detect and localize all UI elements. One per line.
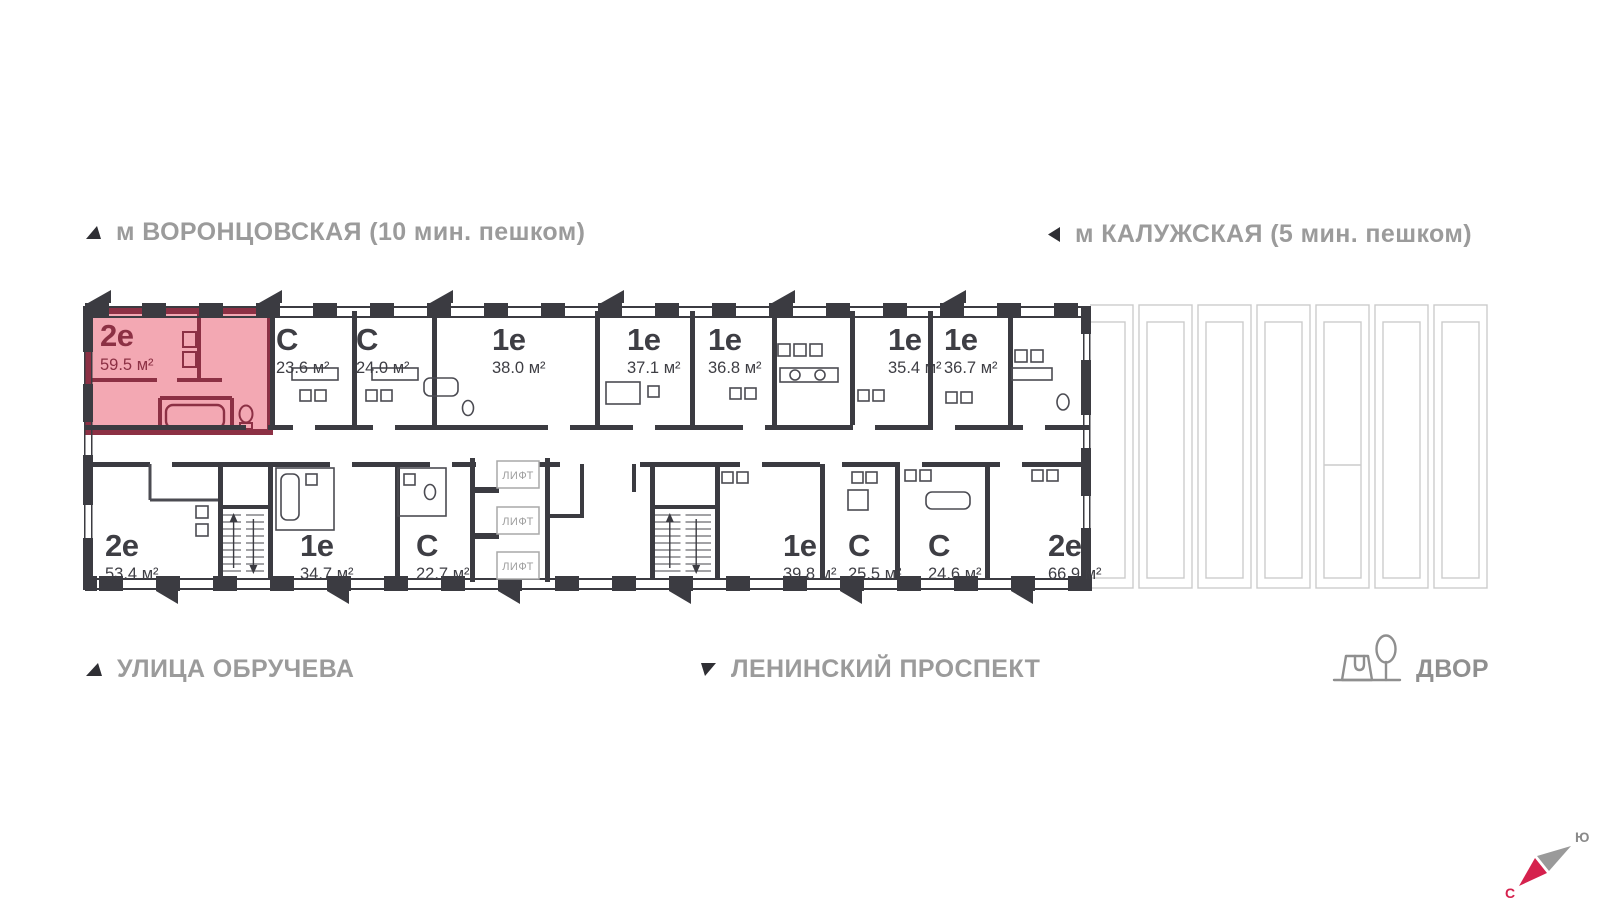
svg-text:С: С — [356, 322, 378, 357]
svg-text:66.9 м²: 66.9 м² — [1048, 565, 1102, 583]
elevator-label: ЛИФТ — [502, 470, 534, 482]
elevator-label: ЛИФТ — [502, 516, 534, 528]
svg-text:34.7 м²: 34.7 м² — [300, 565, 354, 583]
elevator-label: ЛИФТ — [502, 561, 534, 573]
svg-text:2е: 2е — [105, 528, 139, 563]
unit-bottom-6[interactable] — [1048, 528, 1102, 583]
svg-text:39.8 м²: 39.8 м² — [783, 565, 837, 583]
svg-text:С: С — [276, 322, 298, 357]
svg-text:2е: 2е — [100, 318, 134, 353]
svg-text:25.5 м²: 25.5 м² — [848, 565, 902, 583]
svg-text:2е: 2е — [1048, 528, 1082, 563]
metro-right-text: м КАЛУЖСКАЯ (5 мин. пешком) — [1075, 220, 1473, 248]
svg-text:1е: 1е — [300, 528, 334, 563]
avenue-text: ЛЕНИНСКИЙ ПРОСПЕКТ — [731, 655, 1041, 683]
svg-text:24.6 м²: 24.6 м² — [928, 565, 982, 583]
svg-text:36.7 м²: 36.7 м² — [944, 359, 998, 377]
svg-text:С: С — [416, 528, 438, 563]
compass-south-label: Ю — [1575, 829, 1590, 845]
svg-text:С: С — [848, 528, 870, 563]
metro-left-text: м ВОРОНЦОВСКАЯ (10 мин. пешком) — [116, 218, 586, 246]
svg-text:1е: 1е — [888, 322, 922, 357]
svg-text:36.8 м²: 36.8 м² — [708, 359, 762, 377]
svg-text:1е: 1е — [492, 322, 526, 357]
svg-text:22.7 м²: 22.7 м² — [416, 565, 470, 583]
svg-text:1е: 1е — [783, 528, 817, 563]
svg-text:37.1 м²: 37.1 м² — [627, 359, 681, 377]
svg-text:1е: 1е — [627, 322, 661, 357]
svg-text:35.4 м²: 35.4 м² — [888, 359, 942, 377]
svg-text:1е: 1е — [944, 322, 978, 357]
compass-north-label: С — [1505, 885, 1516, 901]
svg-text:59.5 м²: 59.5 м² — [100, 356, 154, 374]
svg-text:23.6 м²: 23.6 м² — [276, 359, 330, 377]
street-left-text: УЛИЦА ОБРУЧЕВА — [117, 655, 355, 683]
svg-text:53.4 м²: 53.4 м² — [105, 565, 159, 583]
yard-text: ДВОР — [1416, 655, 1489, 683]
svg-text:24.0 м²: 24.0 м² — [356, 359, 410, 377]
svg-text:С: С — [928, 528, 950, 563]
svg-text:38.0 м²: 38.0 м² — [492, 359, 546, 377]
svg-text:1е: 1е — [708, 322, 742, 357]
adjacent-section — [1080, 305, 1487, 588]
